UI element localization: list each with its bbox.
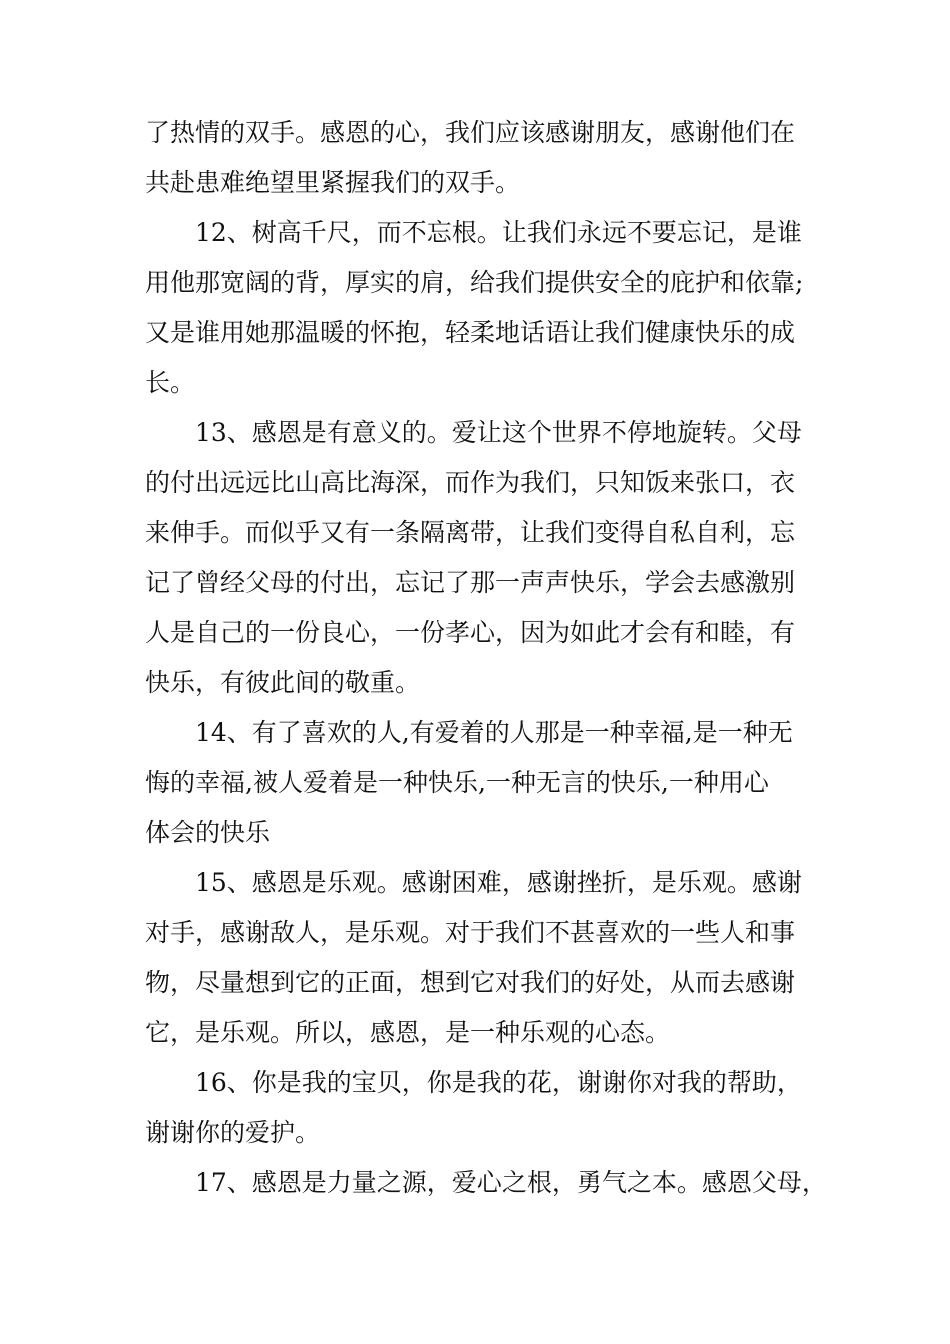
text-line: 它，是乐观。所以，感恩，是一种乐观的心态。 <box>145 1018 671 1047</box>
paragraph-start-16: 16、你是我的宝贝，你是我的花，谢谢你对我的帮助， <box>195 1068 802 1097</box>
text-line: 快乐，有彼此间的敬重。 <box>145 668 421 697</box>
paragraph-start-14: 14、有了喜欢的人,有爱着的人那是一种幸福,是一种无 <box>195 718 793 747</box>
paragraph-start-12: 12、树高千尺，而不忘根。让我们永远不要忘记，是谁 <box>195 218 802 247</box>
text-line: 共赴患难绝望里紧握我们的双手。 <box>145 168 521 197</box>
text-line: 记了曾经父母的付出，忘记了那一声声快乐，学会去感激别 <box>145 568 796 597</box>
text-line: 来伸手。而似乎又有一条隔离带，让我们变得自私自利，忘 <box>145 518 796 547</box>
body-text <box>145 108 827 1208</box>
text-line: 用他那宽阔的背，厚实的肩，给我们提供安全的庇护和依靠; <box>145 268 804 297</box>
text-line: 体会的快乐 <box>145 818 271 847</box>
paragraph-start-17: 17、感恩是力量之源，爱心之根，勇气之本。感恩父母， <box>195 1168 827 1197</box>
text-line: 对手，感谢敌人，是乐观。对于我们不甚喜欢的一些人和事 <box>145 918 796 947</box>
text-line: 悔的幸福,被人爱着是一种快乐,一种无言的快乐,一种用心 <box>145 768 769 797</box>
text-line: 又是谁用她那温暖的怀抱，轻柔地话语让我们健康快乐的成 <box>145 318 796 347</box>
text-line: 了热情的双手。感恩的心，我们应该感谢朋友，感谢他们在 <box>145 118 796 147</box>
paragraph-start-13: 13、感恩是有意义的。爱让这个世界不停地旋转。父母 <box>195 418 802 447</box>
text-line: 谢谢你的爱护。 <box>145 1118 321 1147</box>
text-line: 人是自己的一份良心，一份孝心，因为如此才会有和睦，有 <box>145 618 796 647</box>
text-line: 长。 <box>145 368 196 397</box>
paragraph-start-15: 15、感恩是乐观。感谢困难，感谢挫折，是乐观。感谢 <box>195 868 802 897</box>
text-line: 物，尽量想到它的正面，想到它对我们的好处，从而去感谢 <box>145 968 796 997</box>
text-line: 的付出远远比山高比海深，而作为我们，只知饭来张口，衣 <box>145 468 796 497</box>
